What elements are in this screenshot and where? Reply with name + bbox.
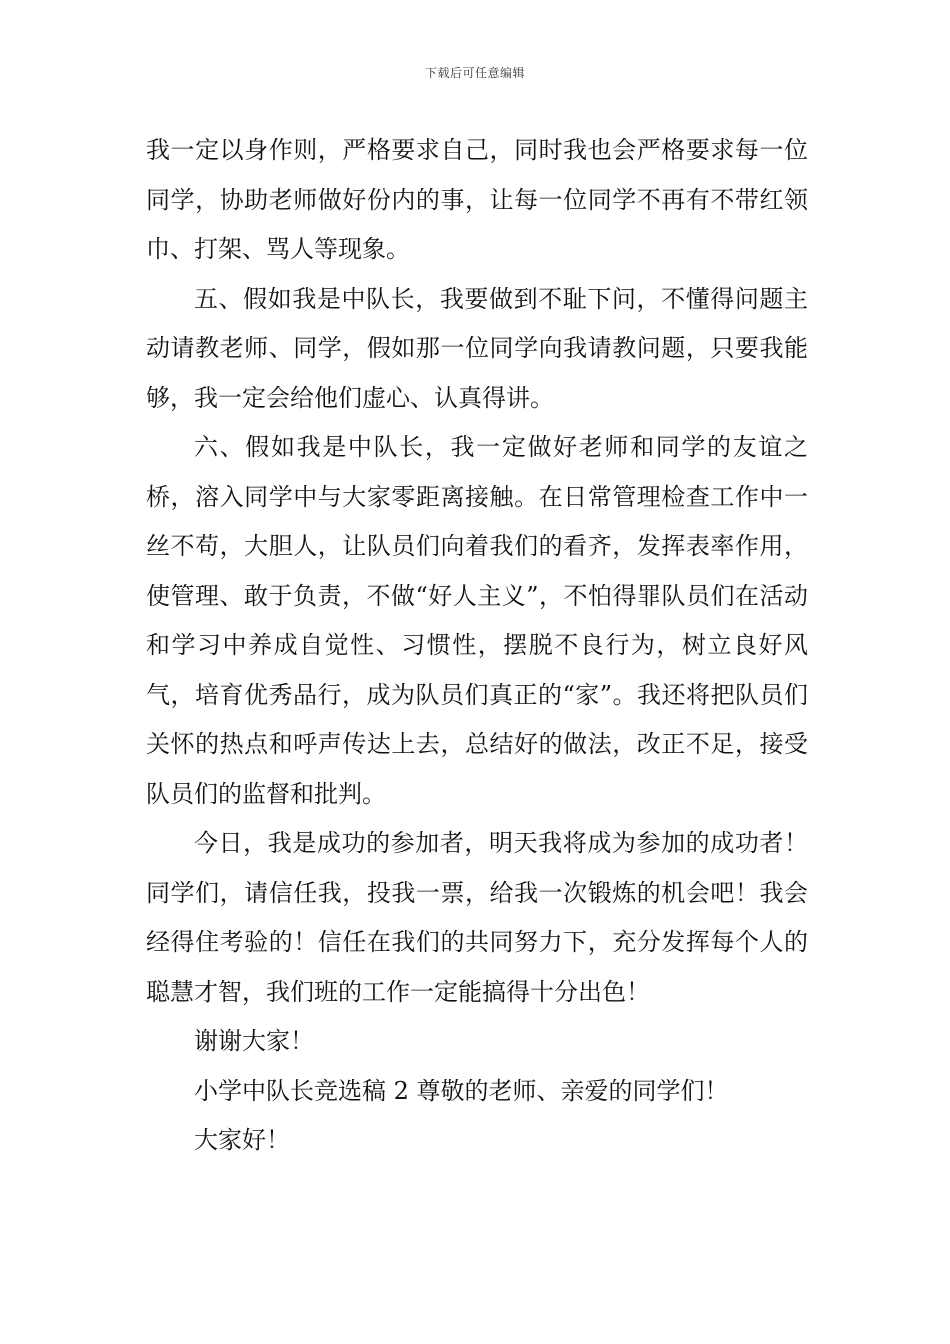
document-body	[146, 126, 808, 1166]
paragraph-6: 小学中队长竞选稿 2 尊敬的老师、亲爱的同学们！	[194, 1076, 729, 1105]
paragraph-4: 今日，我是成功的参加者，明天我将成为参加的成功者！同学们，请信任我，投我一票，给我一次锻炼的机会吧！我会经得住考验的！信任在我们的共同努力下，充分发挥每个人的聪慧才智，我们班的工作一定能搞得十分出色！	[146, 829, 808, 1006]
page-header: 下载后可任意编辑	[424, 66, 525, 80]
paragraph-2: 五、假如我是中队长，我要做到不耻下问，不懂得问题主动请教老师、同学，假如那一位同学向我请教问题，只要我能够，我一定会给他们虚心、认真得讲。	[146, 284, 808, 412]
paragraph-3: 六、假如我是中队长，我一定做好老师和同学的友谊之桥，溶入同学中与大家零距离接触。在日常管理检查工作中一丝不苟，大胆人，让队员们向着我们的看齐，发挥表率作用，使管理、敢于负责，不做“好人主义”，不怕得罪队员们在活动和学习中养成自觉性、习惯性，摆脱不良行为，树立良好风气，培育优秀品行，成为队员们真正的“家”。我还将把队员们关怀的热点和呼声传达上去，总结好的做法，改正不足，接受队员们的监督和批判。	[146, 433, 808, 808]
paragraph-1: 我一定以身作则，严格要求自己，同时我也会严格要求每一位同学，协助老师做好份内的事，让每一位同学不再有不带红领巾、打架、骂人等现象。	[146, 136, 808, 263]
paragraph-7: 大家好！	[194, 1126, 290, 1154]
paragraph-5: 谢谢大家！	[194, 1027, 314, 1055]
